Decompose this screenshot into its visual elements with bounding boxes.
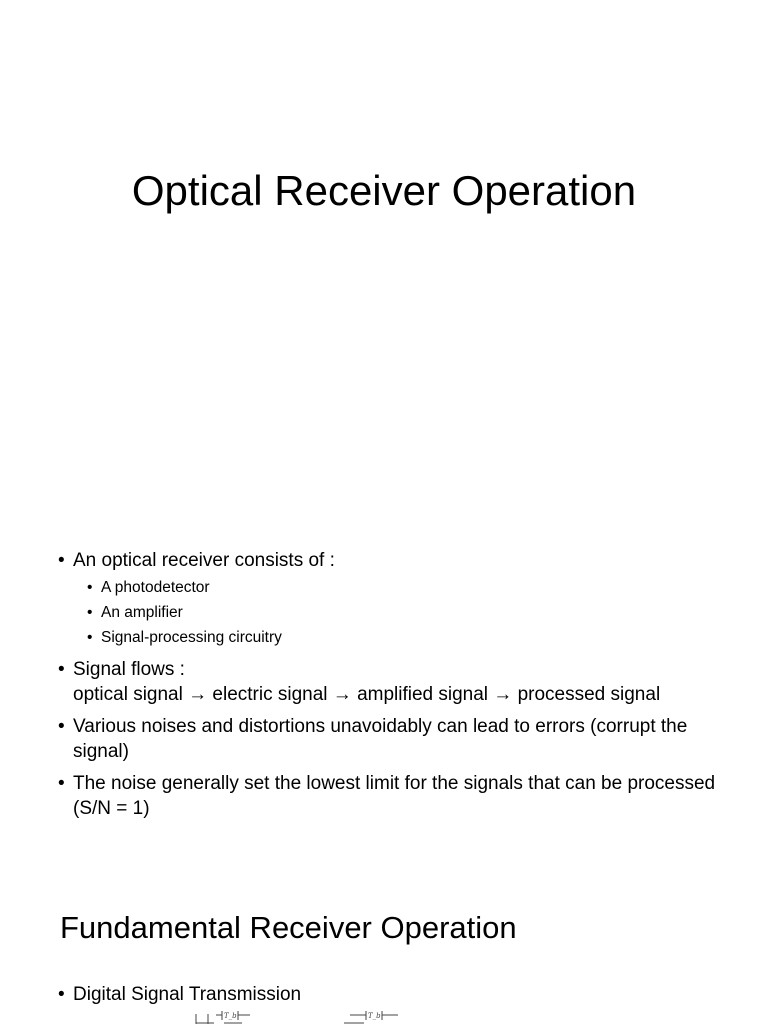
timing-label: T_b [368, 1012, 381, 1020]
bullet-item-noise-limit [58, 771, 738, 821]
sub-bullet-signal-processing: • Signal-processing circuitry [87, 625, 738, 650]
bullet-text: Digital Signal Transmission [73, 984, 302, 1005]
bullet-item-receiver-components [58, 548, 738, 650]
bullet-text: The noise generally set the lowest limit for the signals that can be processed (S/N = 1) [73, 773, 716, 819]
sub-bullet-photodetector: • A photodetector [87, 575, 738, 600]
slide-title: Optical Receiver Operation [131, 167, 637, 214]
bullet-item-noise-distortion [58, 714, 738, 764]
bullet-text: Signal flows : optical signal → electric signal → amplified signal → processed signal [73, 659, 661, 705]
timing-diagram-svg [190, 1008, 450, 1024]
bullet-item-signal-flow [58, 657, 738, 707]
section-heading: Fundamental Receiver Operation [60, 910, 517, 945]
bullet-item-digital-transmission [58, 982, 738, 1007]
timing-label: T_b [224, 1012, 237, 1020]
bullet-text: Various noises and distortions unavoidably can lead to errors (corrupt the signal) [73, 716, 688, 762]
bullet-list [58, 548, 738, 828]
sub-bullet-list [73, 575, 738, 650]
bullet-text: An optical receiver consists of : [73, 550, 335, 571]
sub-bullet-amplifier: • An amplifier [87, 600, 738, 625]
timing-diagram-fragment [190, 1008, 450, 1024]
